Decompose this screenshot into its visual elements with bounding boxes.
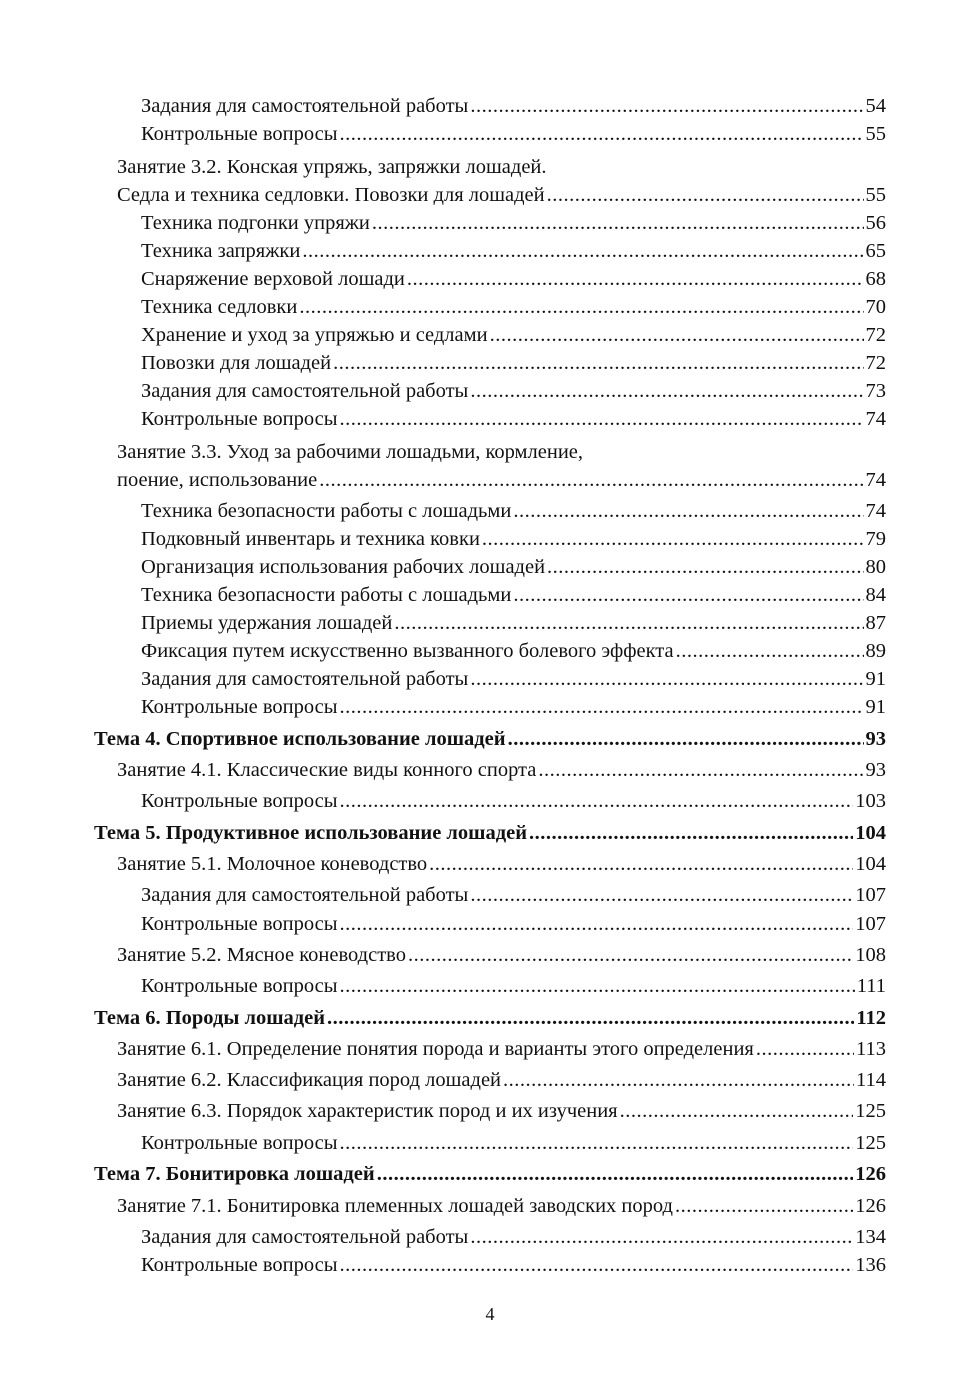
- toc-lesson-entry[interactable]: [94, 1097, 886, 1125]
- toc-page-number: 65: [865, 240, 886, 262]
- dot-leader: [675, 1192, 853, 1220]
- toc-entry-title: поение, использование: [117, 469, 318, 491]
- toc-page-number: 84: [865, 584, 886, 606]
- toc-page-number: 87: [865, 612, 886, 634]
- toc-page-number: 114: [856, 1069, 886, 1091]
- toc-subentry[interactable]: [94, 609, 886, 637]
- page-number: 4: [485, 1304, 495, 1324]
- toc-page-number: 54: [865, 95, 886, 117]
- toc-subentry[interactable]: [94, 881, 886, 909]
- toc-subentry[interactable]: [94, 265, 886, 293]
- toc-page-number: 80: [865, 556, 886, 578]
- toc-page-number: 125: [855, 1100, 886, 1122]
- dot-leader: [513, 497, 863, 525]
- toc-page-number: 103: [855, 790, 886, 812]
- toc-page-number: 111: [856, 975, 886, 997]
- toc-page-number: 107: [855, 884, 886, 906]
- toc-lesson-entry[interactable]: [94, 466, 886, 494]
- toc-subentry[interactable]: [94, 120, 886, 148]
- dot-leader: [547, 181, 864, 209]
- dot-leader: [470, 1223, 853, 1251]
- toc-lesson-entry[interactable]: [94, 850, 886, 878]
- toc-subentry[interactable]: [94, 209, 886, 237]
- toc-subentry[interactable]: [94, 1251, 886, 1279]
- toc-lesson-entry[interactable]: [94, 941, 886, 969]
- toc-page-number: 73: [865, 380, 886, 402]
- toc-page-number: 108: [855, 944, 886, 966]
- toc-entry-title: Контрольные вопросы: [141, 913, 338, 935]
- toc-subentry[interactable]: [94, 1223, 886, 1251]
- dot-leader: [470, 665, 863, 693]
- dot-leader: [333, 349, 863, 377]
- toc-page-number: 93: [865, 759, 886, 781]
- dot-leader: [302, 237, 863, 265]
- toc-entry-title: Контрольные вопросы: [141, 123, 338, 145]
- toc-page-number: 104: [855, 822, 886, 844]
- toc-entry-title: Занятие 6.1. Определение понятия порода и варианты этого определения: [117, 1038, 754, 1060]
- dot-leader: [340, 910, 854, 938]
- toc-entry-title: Контрольные вопросы: [141, 1254, 338, 1276]
- dot-leader: [620, 1097, 854, 1125]
- dot-leader: [547, 553, 863, 581]
- toc-entry-title: Занятие 7.1. Бонитировка племенных лошадей заводских пород: [117, 1195, 673, 1217]
- toc-page-number: 70: [865, 296, 886, 318]
- dot-leader: [407, 265, 864, 293]
- toc-topic-entry[interactable]: [94, 725, 886, 753]
- toc-page-number: 56: [865, 212, 886, 234]
- dot-leader: [429, 850, 853, 878]
- dot-leader: [340, 787, 854, 815]
- toc-entry-title: Снаряжение верховой лошади: [141, 268, 405, 290]
- toc-page-number: 112: [856, 1007, 886, 1029]
- toc-entry-title: Техника безопасности работы с лошадьми: [141, 584, 512, 606]
- toc-entry-title: Техника безопасности работы с лошадьми: [141, 500, 512, 522]
- toc-subentry[interactable]: [94, 237, 886, 265]
- toc-entry-title: Контрольные вопросы: [141, 408, 338, 430]
- dot-leader: [538, 756, 863, 784]
- toc-entry-title: Фиксация путем искусственно вызванного болевого эффекта: [141, 640, 674, 662]
- dot-leader: [340, 1129, 854, 1157]
- dot-leader: [470, 92, 863, 120]
- toc-entry-title: Техника седловки: [141, 296, 298, 318]
- toc-entry-title: Седла и техника седловки. Повозки для лошадей: [117, 184, 545, 206]
- toc-lesson-entry[interactable]: [94, 1066, 886, 1094]
- toc-page-number: 74: [865, 469, 886, 491]
- toc-page-number: 134: [855, 1226, 886, 1248]
- toc-page-number: 72: [865, 324, 886, 346]
- toc-entry-title: Задания для самостоятельной работы: [141, 95, 469, 117]
- toc-entry-title-line[interactable]: Занятие 3.2. Конская упряжь, запряжки лошадей.: [117, 156, 547, 178]
- toc-entry-title: Тема 7. Бонитировка лошадей: [94, 1163, 375, 1185]
- toc-subentry[interactable]: [94, 1129, 886, 1157]
- toc-page-number: 55: [865, 184, 886, 206]
- toc-subentry[interactable]: [94, 92, 886, 120]
- toc-entry-title: Техника подгонки упряжи: [141, 212, 370, 234]
- dot-leader: [394, 609, 863, 637]
- toc-subentry[interactable]: [94, 293, 886, 321]
- toc-entry-title: Тема 6. Породы лошадей: [94, 1007, 326, 1029]
- dot-leader: [340, 693, 864, 721]
- toc-subentry[interactable]: [94, 581, 886, 609]
- toc-topic-entry[interactable]: [94, 1004, 886, 1032]
- toc-subentry[interactable]: [94, 637, 886, 665]
- dot-leader: [340, 120, 864, 148]
- dot-leader: [319, 466, 863, 494]
- toc-page-number: 89: [865, 640, 886, 662]
- toc-subentry[interactable]: [94, 665, 886, 693]
- toc-entry-title: Задания для самостоятельной работы: [141, 668, 469, 690]
- dot-leader: [377, 1160, 854, 1188]
- toc-page-number: 125: [855, 1132, 886, 1154]
- dot-leader: [470, 377, 863, 405]
- toc-entry-title: Тема 5. Продуктивное использование лошадей: [94, 822, 528, 844]
- toc-lesson-entry[interactable]: [94, 181, 886, 209]
- toc-subentry[interactable]: [94, 787, 886, 815]
- dot-leader: [508, 725, 864, 753]
- toc-page-number: 68: [865, 268, 886, 290]
- toc-entry-title: Занятие 5.2. Мясное коневодство: [117, 944, 406, 966]
- dot-leader: [513, 581, 863, 609]
- toc-page-number: 79: [865, 528, 886, 550]
- toc-page-number: 126: [855, 1163, 886, 1185]
- toc-entry-title: Занятие 6.3. Порядок характеристик пород и их изучения: [117, 1100, 618, 1122]
- toc-entry-title: Приемы удержания лошадей: [141, 612, 393, 634]
- dot-leader: [327, 1004, 854, 1032]
- toc-subentry[interactable]: [94, 497, 886, 525]
- dot-leader: [503, 1066, 854, 1094]
- toc-entry-title: Организация использования рабочих лошадей: [141, 556, 546, 578]
- toc-lesson-entry[interactable]: [94, 1035, 886, 1063]
- toc-subentry[interactable]: [94, 525, 886, 553]
- toc-entry-title: Задания для самостоятельной работы: [141, 1226, 469, 1248]
- toc-entry-title: Подковный инвентарь и техника ковки: [141, 528, 480, 550]
- toc-subentry[interactable]: [94, 321, 886, 349]
- toc-page-number: 74: [865, 500, 886, 522]
- toc-entry-title: Повозки для лошадей: [141, 352, 332, 374]
- toc-page-number: 93: [865, 728, 886, 750]
- toc-subentry[interactable]: [94, 693, 886, 721]
- toc-subentry[interactable]: [94, 377, 886, 405]
- toc-subentry[interactable]: [94, 553, 886, 581]
- toc-subentry[interactable]: [94, 972, 886, 1000]
- dot-leader: [299, 293, 863, 321]
- dot-leader: [529, 819, 853, 847]
- dot-leader: [482, 525, 864, 553]
- toc-entry-title: Техника запряжки: [141, 240, 301, 262]
- toc-entry-title: Контрольные вопросы: [141, 696, 338, 718]
- toc-entry-title: Контрольные вопросы: [141, 1132, 338, 1154]
- toc-page-number: 72: [865, 352, 886, 374]
- dot-leader: [340, 1251, 854, 1279]
- toc-entry-title: Контрольные вопросы: [141, 790, 338, 812]
- toc-subentry[interactable]: [94, 910, 886, 938]
- dot-leader: [372, 209, 864, 237]
- toc-subentry[interactable]: [94, 405, 886, 433]
- toc-entry-title: Занятие 4.1. Классические виды конного спорта: [117, 759, 537, 781]
- toc-page-number: 126: [855, 1195, 886, 1217]
- dot-leader: [340, 405, 864, 433]
- toc-entry-title: Контрольные вопросы: [141, 975, 338, 997]
- toc-page-number: 136: [855, 1254, 886, 1276]
- toc-lesson-entry[interactable]: [94, 756, 886, 784]
- toc-page-number: 113: [856, 1038, 886, 1060]
- toc-entry-title: Задания для самостоятельной работы: [141, 884, 469, 906]
- toc-entry-title: Занятие 5.1. Молочное коневодство: [117, 853, 428, 875]
- toc-lesson-entry[interactable]: [94, 1192, 886, 1220]
- toc-subentry[interactable]: [94, 349, 886, 377]
- toc-page-number: 104: [855, 853, 886, 875]
- toc-page-number: 107: [855, 913, 886, 935]
- toc-topic-entry[interactable]: [94, 1160, 886, 1188]
- dot-leader: [756, 1035, 854, 1063]
- toc-entry-title: Занятие 6.2. Классификация пород лошадей: [117, 1069, 502, 1091]
- toc-page-number: 74: [865, 408, 886, 430]
- toc-page-number: 91: [865, 668, 886, 690]
- dot-leader: [490, 321, 864, 349]
- toc-page-number: 55: [865, 123, 886, 145]
- toc-entry-title: Тема 4. Спортивное использование лошадей: [94, 728, 506, 750]
- dot-leader: [340, 972, 855, 1000]
- toc-page-number: 91: [865, 696, 886, 718]
- dot-leader: [676, 637, 864, 665]
- toc-entry-title-line[interactable]: Занятие 3.3. Уход за рабочими лошадьми, кормление,: [117, 441, 584, 463]
- toc-entry-title: Хранение и уход за упряжью и седлами: [141, 324, 488, 346]
- toc-entry-title: Задания для самостоятельной работы: [141, 380, 469, 402]
- dot-leader: [470, 881, 853, 909]
- toc-topic-entry[interactable]: [94, 819, 886, 847]
- dot-leader: [408, 941, 853, 969]
